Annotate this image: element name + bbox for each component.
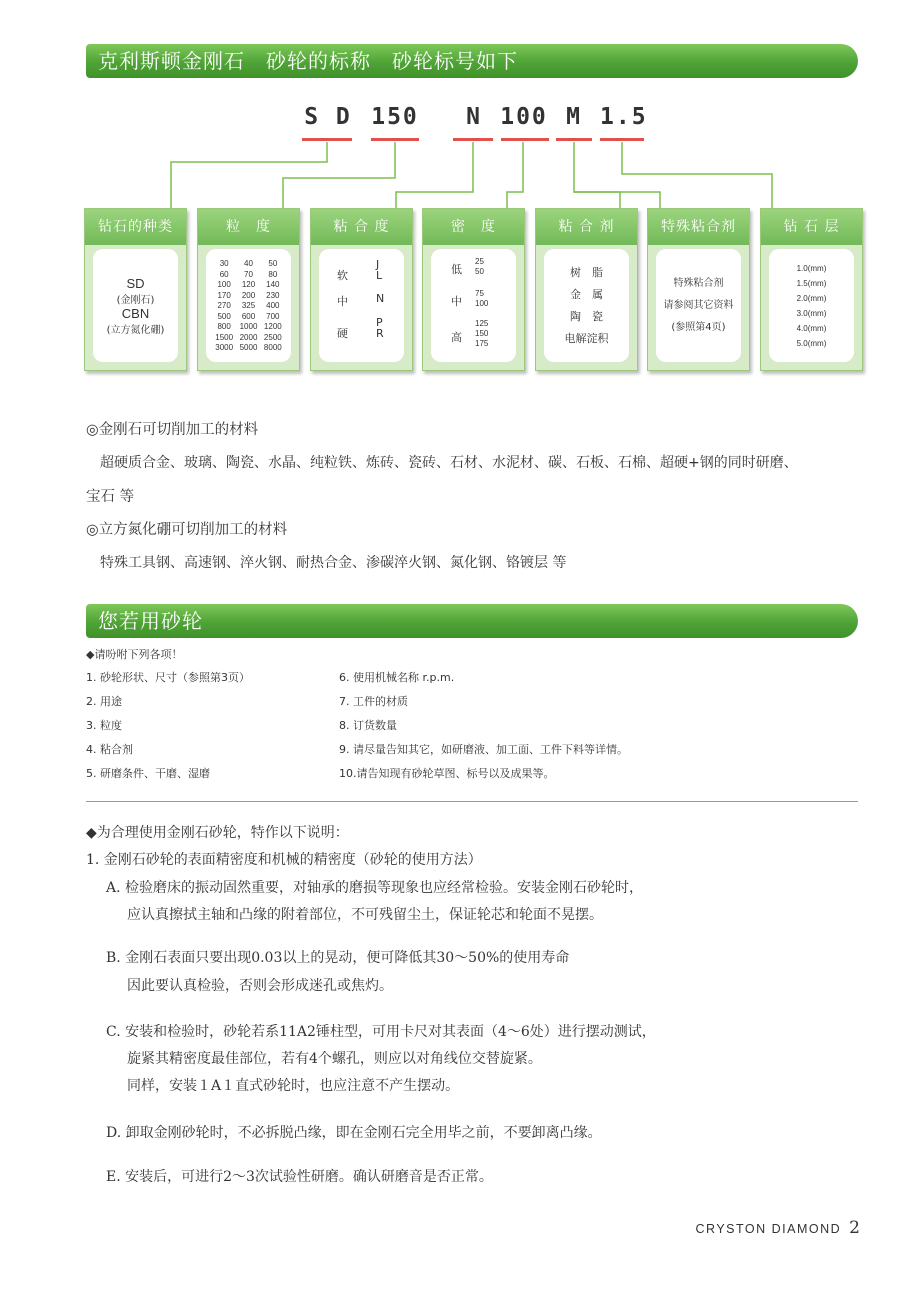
grit-value: 500: [217, 311, 231, 321]
note-c-line1: C. 安装和检验时，砂轮若系11A2锤柱型，可用卡尺对其表面（4～6处）进行摆动测试，: [106, 1024, 656, 1040]
box-grit: [197, 208, 300, 371]
diamond-materials-line1: 超硬质合金、玻璃、陶瓷、水晶、纯粒铁、炼砖、瓷砖、石材、水泥材、碳、石板、石棉、超硬+钢的同时研磨、: [100, 455, 798, 471]
concentration-mid-label: 中: [451, 295, 462, 308]
box-special-bond: [647, 208, 750, 371]
grit-value: 70: [244, 269, 253, 279]
grit-value: 2500: [263, 332, 282, 342]
order-item-6: 6. 使用机械名称 r.p.m.: [339, 671, 455, 684]
hardness-hard-values: P R: [376, 316, 384, 340]
order-item-7: 7. 工件的材质: [339, 695, 408, 708]
code-concentration: 100: [500, 104, 548, 130]
connector-grade: [396, 142, 473, 208]
grit-grid: [206, 249, 291, 352]
order-section-banner: 您若用砂轮: [86, 604, 858, 638]
layer-1-0: 1.0(mm): [796, 263, 827, 273]
box-grit-title: 粒 度: [198, 209, 299, 245]
box-abrasive-type: [84, 208, 187, 371]
notes-header: ◆为合理使用金刚石砂轮，特作以下说明：: [86, 825, 349, 841]
connector-sd: [171, 142, 327, 208]
grit-value: 230: [266, 290, 280, 300]
box-concentration: [422, 208, 525, 371]
grit-value: 700: [266, 311, 280, 321]
note-e-line1: E. 安装后，可进行2～3次试验性研磨。确认研磨音是否正常。: [106, 1169, 493, 1185]
hardness-soft-label: 软: [337, 269, 348, 282]
box-hardness: [310, 208, 413, 371]
order-item-4: 4. 粘合剂: [86, 743, 133, 756]
footer-brand: CRYSTON DIAMOND: [695, 1222, 842, 1236]
hardness-soft-values: J L: [376, 258, 383, 282]
bond-resin: 树 脂: [570, 265, 603, 279]
hardness-hard-label: 硬: [337, 327, 348, 340]
grit-value: 140: [266, 280, 280, 289]
grit-value: 325: [241, 301, 256, 310]
layer-5-0: 5.0(mm): [796, 338, 827, 348]
grit-value: 60: [219, 269, 229, 279]
abrasive-sd: SD: [126, 275, 145, 291]
code-bond: M: [566, 104, 582, 130]
note-b-line2: 因此要认真检验，否则会形成迷孔或焦灼。: [127, 978, 393, 994]
grit-value: 100: [217, 280, 231, 289]
connector-special: [574, 192, 660, 208]
concentration-low-values: 25 50: [475, 257, 484, 276]
grit-value: 3000: [215, 343, 234, 352]
grit-value: 1000: [239, 322, 258, 331]
note-d-line1: D. 卸取金刚砂轮时，不必拆脱凸缘，即在金刚石完全用毕之前，不要卸离凸缘。: [106, 1125, 602, 1141]
box-concentration-title: 密 度: [423, 209, 524, 245]
page-number: 2: [849, 1218, 860, 1238]
connector-concentration: [507, 142, 523, 208]
grit-value: 1500: [215, 332, 234, 342]
order-item-1: 1. 砂轮形状、尺寸（参照第3页）: [86, 671, 250, 684]
grit-value: 120: [241, 280, 256, 289]
code-layer: 1.5: [600, 104, 648, 130]
grit-value: 800: [217, 322, 231, 331]
order-item-5: 5. 研磨条件、干磨、湿磨: [86, 767, 210, 780]
note-a-line1: A. 检验磨床的振动固然重要，对轴承的磨损等现象也应经常检验。安装金刚石砂轮时，: [106, 880, 644, 896]
box-special-title: 特殊粘合剂: [648, 209, 749, 245]
concentration-low-label: 低: [451, 263, 462, 276]
layer-4-0: 4.0(mm): [796, 323, 827, 333]
note-c-line2: 旋紧其精密度最佳部位，若有4个螺孔，则应以对角线位交替旋紧。: [127, 1051, 542, 1067]
grit-value: 80: [268, 269, 278, 279]
grit-value: 400: [266, 301, 280, 310]
abrasive-sd-desc: (金刚石): [116, 294, 155, 306]
order-item-2: 2. 用途: [86, 695, 122, 708]
order-list-right: [339, 666, 628, 786]
hardness-mid-values: N: [376, 292, 385, 305]
concentration-high-values: 125 150 175: [475, 319, 489, 348]
box-layer-title: 钻 石 层: [761, 209, 862, 245]
code-connector-lines: [0, 0, 900, 240]
grit-value: 5000: [239, 343, 258, 352]
section-title-banner: 克利斯顿金刚石 砂轮的标称 砂轮标号如下: [86, 44, 858, 78]
order-item-9: 9. 请尽量告知其它，如研磨液、加工面、工件下料等详情。: [339, 743, 628, 756]
connector-layer: [622, 142, 772, 208]
cbn-materials-line: 特殊工具钢、高速钢、淬火钢、耐热合金、渗碳淬火钢、氮化钢、铬镀层 等: [100, 555, 567, 571]
special-line-1: 特殊粘合剂: [673, 277, 724, 289]
note-c-line3: 同样，安装１A１直式砂轮时，也应注意不产生摆动。: [127, 1078, 460, 1094]
code-grade: N: [466, 104, 482, 130]
notes-item-1: 1. 金刚石砂轮的表面精密度和机械的精密度（砂轮的使用方法）: [86, 852, 482, 868]
order-item-10: 10.请告知现有砂轮草图、标号以及成果等。: [339, 767, 555, 780]
page-footer: [696, 1218, 861, 1238]
bond-electroplated: 电解淀积: [564, 331, 609, 345]
special-line-3: (参照第4页): [671, 321, 726, 333]
cbn-materials-heading: ◎立方氮化硼可切削加工的材料: [86, 522, 288, 538]
layer-1-5: 1.5(mm): [796, 278, 827, 288]
divider: [86, 801, 858, 802]
grit-value: 1200: [263, 322, 282, 331]
grit-value: 270: [217, 301, 231, 310]
layer-2-0: 2.0(mm): [796, 293, 827, 303]
concentration-high-label: 高: [451, 331, 462, 344]
grit-value: 8000: [263, 343, 282, 352]
diamond-materials-line2: 宝石 等: [86, 489, 135, 505]
box-abrasive-title: 钻石的种类: [85, 209, 186, 245]
note-a-line2: 应认真擦拭主轴和凸缘的附着部位，不可残留尘土，保证轮芯和轮面不晃摆。: [127, 907, 603, 923]
box-hardness-title: 粘 合 度: [311, 209, 412, 245]
grit-value: 2000: [239, 332, 258, 342]
order-list-left: [86, 666, 250, 786]
box-layer: [760, 208, 863, 371]
code-sd: S D: [304, 104, 352, 130]
connector-bond: [574, 142, 620, 208]
diamond-materials-heading: ◎金刚石可切削加工的材料: [86, 422, 259, 438]
layer-3-0: 3.0(mm): [796, 308, 827, 318]
connector-grit: [283, 142, 395, 208]
bond-metal: 金 属: [570, 287, 603, 301]
grit-value: 170: [217, 290, 231, 300]
abrasive-cbn: CBN: [121, 305, 150, 321]
abrasive-cbn-desc: (立方氮化硼): [106, 324, 165, 336]
box-bond-title: 粘 合 剂: [536, 209, 637, 245]
grit-value: 200: [241, 290, 256, 300]
special-line-2: 请参阅其它资料: [663, 299, 734, 311]
bond-vitrified: 陶 瓷: [570, 309, 603, 323]
note-b-line1: B. 金刚石表面只要出现0.03以上的晃动，便可降低其30～50%的使用寿命: [106, 950, 570, 966]
hardness-mid-label: 中: [337, 295, 348, 308]
box-bond: [535, 208, 638, 371]
grit-value: 50: [268, 259, 278, 268]
order-header: ◆请吩咐下列各项！: [86, 648, 183, 661]
order-item-8: 8. 订货数量: [339, 719, 397, 732]
order-item-3: 3. 粒度: [86, 719, 122, 732]
grit-value: 600: [241, 311, 256, 321]
grit-value: 40: [244, 259, 253, 268]
code-grit: 150: [371, 104, 419, 130]
grit-value: 30: [219, 259, 229, 268]
concentration-mid-values: 75 100: [475, 289, 489, 308]
